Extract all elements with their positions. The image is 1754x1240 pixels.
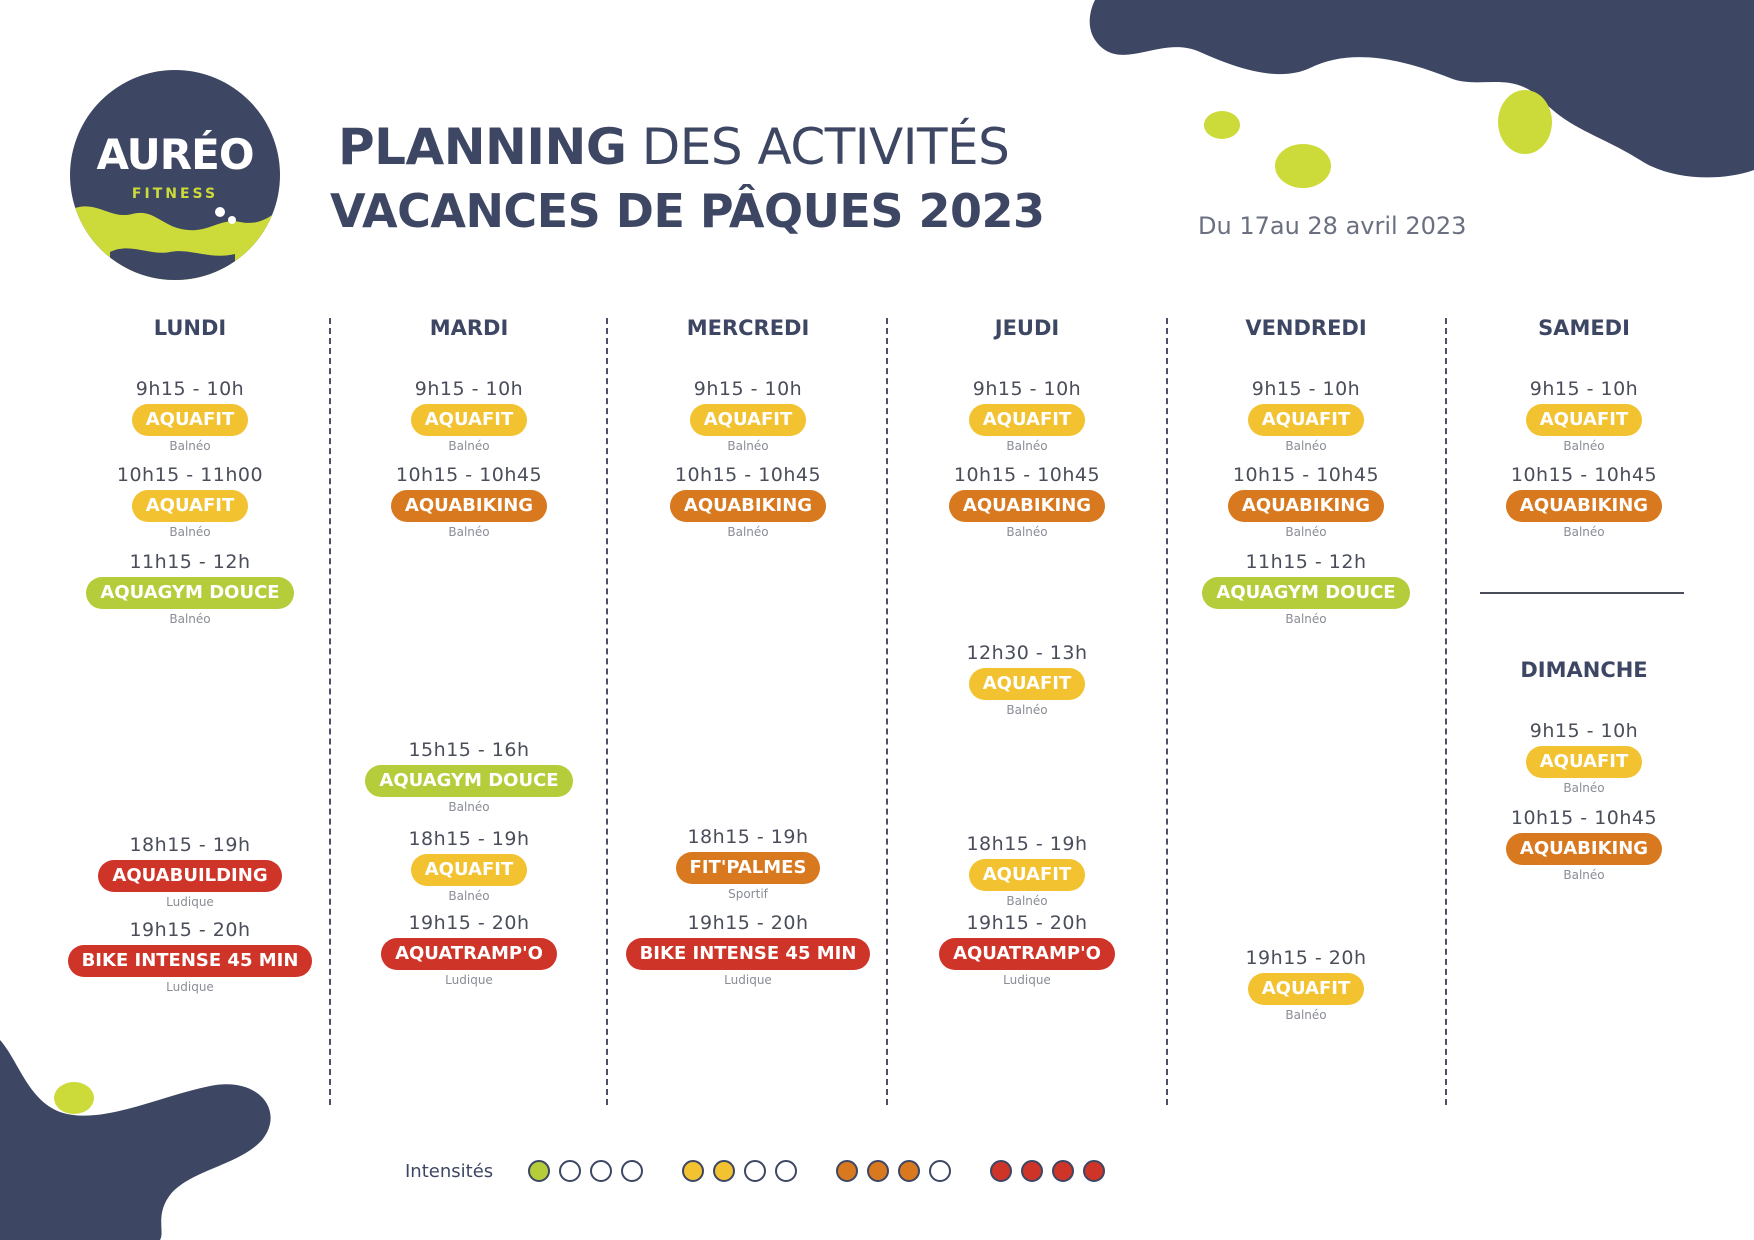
schedule-slot [897,910,1157,989]
page-title [338,118,1009,176]
brand-subtitle: FITNESS [131,186,219,202]
schedule-slot [897,640,1157,719]
slot-location: Ludique [445,973,493,987]
day-header-dimanche: DIMANCHE [1520,658,1648,682]
intensity-circle [621,1160,643,1182]
activity-badge: AQUAFIT [411,854,528,886]
slot-time: 11h15 - 12h [1245,551,1367,573]
slot-time: 9h15 - 10h [972,378,1082,400]
slot-location: Balnéo [1006,703,1048,717]
activity-badge: AQUAFIT [1526,746,1643,778]
slot-time: 10h15 - 10h45 [1510,464,1658,486]
slot-time: 19h15 - 20h [687,912,809,934]
activity-badge: AQUATRAMP'O [381,938,557,970]
schedule-slot [339,462,599,541]
intensity-circle [898,1160,920,1182]
slot-time: 10h15 - 11h00 [116,464,264,486]
slot-time: 10h15 - 10h45 [395,464,543,486]
activity-badge: AQUAGYM DOUCE [86,577,293,609]
lime-dot [1204,111,1240,139]
brand-logo [70,70,280,280]
title-light: DES ACTIVITÉS [641,118,1010,176]
slot-time: 9h15 - 10h [693,378,803,400]
activity-badge: AQUAFIT [969,859,1086,891]
activity-badge: AQUABIKING [1506,490,1662,522]
activity-badge: AQUAFIT [132,490,249,522]
slot-time: 10h15 - 10h45 [1510,807,1658,829]
slot-location: Balnéo [169,612,211,626]
slot-time: 10h15 - 10h45 [953,464,1101,486]
intensity-circle [682,1160,704,1182]
schedule-slot [897,831,1157,910]
slot-time: 10h15 - 10h45 [674,464,822,486]
schedule-slot [1176,945,1436,1024]
schedule-slot [60,917,320,996]
slot-time: 9h15 - 10h [1251,378,1361,400]
schedule-slot [897,376,1157,455]
column-separator [886,318,888,1105]
day-header-lundi: LUNDI [153,316,227,340]
slot-location: Balnéo [1563,868,1605,882]
day-header-mardi: MARDI [429,316,509,340]
intensity-circle [528,1160,550,1182]
slot-location: Ludique [166,895,214,909]
activity-badge: AQUATRAMP'O [939,938,1115,970]
bottom-left-blob [0,1040,271,1240]
intensity-circle [990,1160,1012,1182]
slot-location: Balnéo [448,439,490,453]
activity-badge: AQUABIKING [949,490,1105,522]
schedule-slot [1454,462,1714,541]
date-range: Du 17au 28 avril 2023 [1198,212,1467,240]
slot-location: Ludique [166,980,214,994]
lime-dot [1498,90,1552,154]
slot-location: Balnéo [1285,525,1327,539]
schedule-slot [339,376,599,455]
slot-location: Balnéo [448,889,490,903]
schedule-slot [339,910,599,989]
schedule-slot [1454,376,1714,455]
day-header-samedi: SAMEDI [1538,316,1630,340]
slot-location: Ludique [724,973,772,987]
lime-dot [1275,144,1331,188]
brand-name: AURÉO [96,130,254,179]
intensity-circle [559,1160,581,1182]
activity-badge: AQUAFIT [690,404,807,436]
column-separator [1445,318,1447,1105]
intensity-circle [929,1160,951,1182]
slot-location: Balnéo [1563,525,1605,539]
day-header-jeudi: JEUDI [994,316,1060,340]
activity-badge: AQUABUILDING [98,860,281,892]
activity-badge: AQUABIKING [1228,490,1384,522]
slot-location: Balnéo [1006,894,1048,908]
activity-badge: AQUAFIT [1248,404,1365,436]
schedule-slot [339,826,599,905]
slot-time: 18h15 - 19h [408,828,530,850]
slot-time: 9h15 - 10h [135,378,245,400]
activity-badge: AQUAFIT [1526,404,1643,436]
activity-badge: AQUAFIT [411,404,528,436]
slot-location: Balnéo [1563,439,1605,453]
activity-badge: AQUAFIT [969,404,1086,436]
slot-location: Balnéo [448,525,490,539]
intensity-circle [836,1160,858,1182]
slot-time: 9h15 - 10h [1529,720,1639,742]
schedule-slot [1176,376,1436,455]
slot-location: Balnéo [1285,439,1327,453]
day-header-mercredi: MERCREDI [686,316,810,340]
column-separator [329,318,331,1105]
intensity-circle [1083,1160,1105,1182]
slot-location: Balnéo [1006,525,1048,539]
slot-location: Balnéo [1285,1008,1327,1022]
lime-dot [54,1082,94,1114]
slot-location: Balnéo [727,439,769,453]
slot-time: 11h15 - 12h [129,551,251,573]
slot-time: 18h15 - 19h [687,826,809,848]
schedule-slot [60,376,320,455]
activity-badge: AQUAGYM DOUCE [1202,577,1409,609]
slot-time: 10h15 - 10h45 [1232,464,1380,486]
slot-location: Balnéo [1006,439,1048,453]
slot-location: Balnéo [1563,781,1605,795]
schedule-slot [60,832,320,911]
schedule-slot [60,549,320,628]
schedule-slot [618,910,878,989]
activity-badge: AQUABIKING [1506,833,1662,865]
page-subtitle: VACANCES DE PÂQUES 2023 [330,184,1045,238]
schedule-slot [339,737,599,816]
slot-time: 18h15 - 19h [966,833,1088,855]
schedule-slot [60,462,320,541]
intensity-circle [1052,1160,1074,1182]
schedule-slot [897,462,1157,541]
slot-time: 19h15 - 20h [129,919,251,941]
intensity-circle [590,1160,612,1182]
slot-time: 9h15 - 10h [1529,378,1639,400]
slot-location: Balnéo [448,800,490,814]
day-header-vendredi: VENDREDI [1245,316,1367,340]
slot-location: Balnéo [1285,612,1327,626]
slot-time: 19h15 - 20h [1245,947,1367,969]
activity-badge: AQUABIKING [670,490,826,522]
slot-location: Balnéo [727,525,769,539]
schedule-slot [618,462,878,541]
samedi-divider [1480,592,1684,594]
slot-location: Balnéo [169,525,211,539]
title-bold: PLANNING [338,118,627,176]
activity-badge: AQUAFIT [969,668,1086,700]
slot-time: 19h15 - 20h [408,912,530,934]
column-separator [606,318,608,1105]
slot-time: 19h15 - 20h [966,912,1088,934]
activity-badge: BIKE INTENSE 45 MIN [626,938,871,970]
slot-time: 9h15 - 10h [414,378,524,400]
slot-location: Ludique [1003,973,1051,987]
intensity-circle [713,1160,735,1182]
slot-time: 12h30 - 13h [966,642,1088,664]
top-right-blob [1090,0,1754,177]
activity-badge: AQUAFIT [1248,973,1365,1005]
slot-location: Balnéo [169,439,211,453]
activity-badge: FIT'PALMES [676,852,821,884]
activity-badge: AQUAFIT [132,404,249,436]
schedule-slot [1176,462,1436,541]
schedule-slot [618,824,878,903]
intensity-circle [775,1160,797,1182]
slot-time: 15h15 - 16h [408,739,530,761]
activity-badge: BIKE INTENSE 45 MIN [68,945,313,977]
intensity-circle [744,1160,766,1182]
schedule-slot [1454,718,1714,797]
activity-badge: AQUAGYM DOUCE [365,765,572,797]
column-separator [1166,318,1168,1105]
intensity-circle [1021,1160,1043,1182]
intensity-label: Intensités [405,1161,494,1182]
schedule-slot [1176,549,1436,628]
slot-time: 18h15 - 19h [129,834,251,856]
schedule-slot [1454,805,1714,884]
schedule-slot [618,376,878,455]
intensity-circle [867,1160,889,1182]
slot-location: Sportif [728,887,768,901]
activity-badge: AQUABIKING [391,490,547,522]
